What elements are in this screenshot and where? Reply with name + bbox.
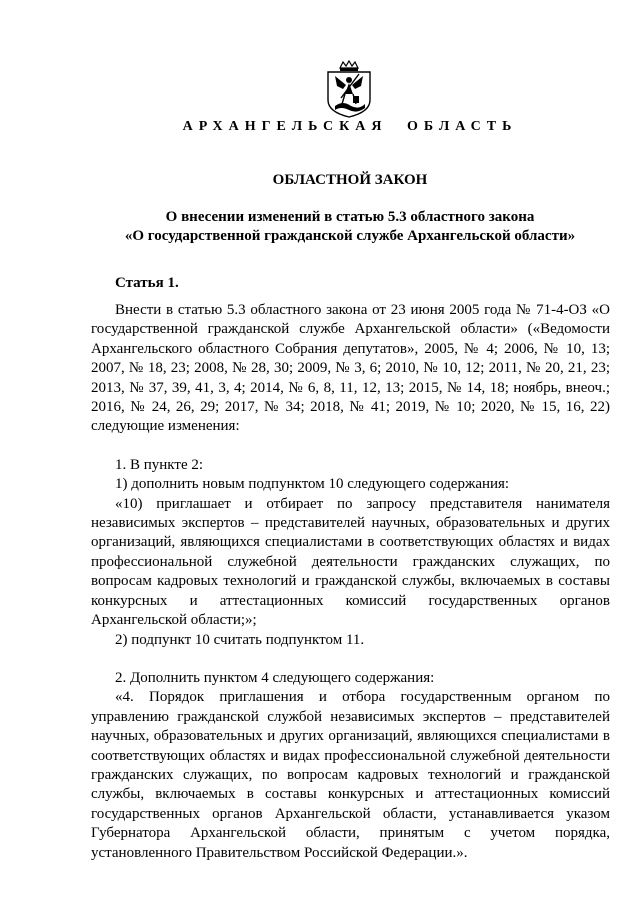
law-type: ОБЛАСТНОЙ ЗАКОН [272,172,428,188]
item-1-subitem-1: 1) дополнить новым подпунктом 10 следующего содержания: [115,476,510,493]
law-title-line-1: О внесении изменений в статью 5.3 областного закона [165,209,535,225]
item-2: 2. Дополнить пунктом 4 следующего содержания: [115,669,435,686]
region-name: АРХАНГЕЛЬСКАЯ ОБЛАСТЬ [182,119,518,134]
law-title [0,208,640,246]
item-2-quote: «4. Порядок приглашения и отбора государственным органом по управлению гражданской службой независимых экспертов – представителей научных, образовательных и других организаций, являющихся специалистами в соответствующих областях и видах профессиональной служебной деятельности гражданских служащих, по вопросам кадровых технологий и гражданской службы, включаемых в составы конкурсных и аттестационных комиссий государственных органов Архангельской области, устанавливается указом Губернатора Архангельской области, принятым с учетом порядка, установленного Правительством Российской Федерации.». [91,689,610,861]
article-body [91,301,610,863]
item-1-quote: «10) приглашает и отбирает по запросу представителя нанимателя независимых экспертов – представителей научных, образовательных и других организаций, являющихся специалистами в соответствующих областях и видах профессиональной служебной деятельности гражданских служащих, по вопросам кадровых технологий и гражданской службы, включаемых в составы конкурсных и аттестационных комиссий государственных органов Архангельской области;»; [91,495,610,629]
article-intro: Внести в статью 5.3 областного закона от 23 июня 2005 года № 71-4-ОЗ «О государственной гражданской службе Архангельской области» («Ведомости Архангельского областного Собрания депутатов», 2005, № 4; 2006, № 10, 13; 2007, № 18, 23; 2008, № 28, 30; 2009, № 3, 6; 2010, № 10, 12; 2011, № 20, 21, 23; 2013, № 37, 39, 41, 3, 4; 2014, № 6, 8, 11, 12, 13; 2015, № 14, 18; ноябрь, внеоч.; 2016, № 24, 26, 29; 2017, № 34; 2018, № 41; 2019, № 10; 2020, № 15, 16, 22) следующие изменения: [91,302,610,435]
item-1-subitem-2: 2) подпункт 10 считать подпунктом 11. [115,631,365,648]
law-title-line-2: «О государственной гражданской службе Архангельской области» [124,228,576,244]
arkhangelsk-coat-of-arms-icon [323,60,375,118]
article-heading: Статья 1. [115,275,179,291]
item-1: 1. В пункте 2: [115,456,204,473]
